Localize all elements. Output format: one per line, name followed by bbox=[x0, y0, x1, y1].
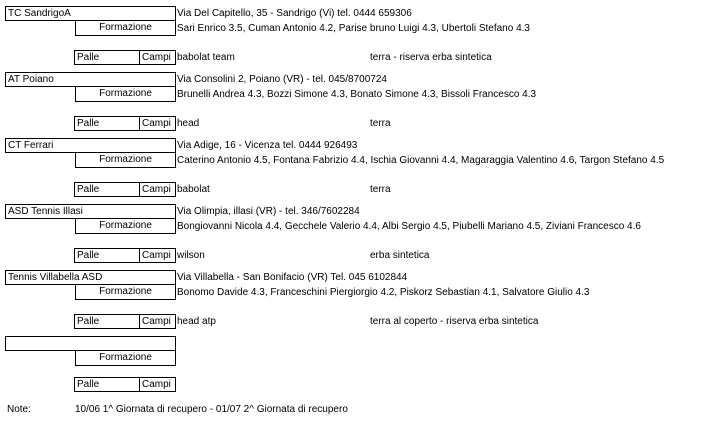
club-address: Via Villabella - San Bonifacio (VR) Tel. 045 6102844 bbox=[177, 272, 408, 283]
formazione-label: Formazione bbox=[75, 351, 176, 366]
palle-label: Palle bbox=[74, 182, 140, 197]
club-block bbox=[0, 270, 720, 334]
club-name: AT Poiano bbox=[5, 72, 176, 87]
club-balls: babolat bbox=[177, 184, 210, 195]
club-balls: babolat team bbox=[177, 52, 235, 63]
formazione-label: Formazione bbox=[75, 219, 176, 234]
club-name: TC SandrigoA bbox=[5, 6, 176, 21]
club-address: Via Del Capitello, 35 - Sandrigo (Vi) tel. 0444 659306 bbox=[177, 8, 412, 19]
formazione-label: Formazione bbox=[75, 21, 176, 36]
club-players: Sari Enrico 3.5, Cuman Antonio 4.2, Parise bruno Luigi 4.3, Ubertoli Stefano 4.3 bbox=[177, 23, 530, 34]
palle-label: Palle bbox=[74, 248, 140, 263]
club-address: Via Consolini 2, Poiano (VR) - tel. 045/8700724 bbox=[177, 74, 387, 85]
campi-label: Campi bbox=[139, 314, 176, 329]
club-name: ASD Tennis Illasi bbox=[5, 204, 176, 219]
campi-label: Campi bbox=[139, 377, 176, 392]
club-courts: terra bbox=[370, 118, 391, 129]
formazione-label: Formazione bbox=[75, 285, 176, 300]
club-name: CT Ferrari bbox=[5, 138, 176, 153]
club-balls: head atp bbox=[177, 316, 216, 327]
formazione-label: Formazione bbox=[75, 87, 176, 102]
club-address: Via Olimpia, illasi (VR) - tel. 346/7602284 bbox=[177, 206, 360, 217]
palle-label: Palle bbox=[74, 377, 140, 392]
club-courts: erba sintetica bbox=[370, 250, 430, 261]
campi-label: Campi bbox=[139, 182, 176, 197]
club-block-empty bbox=[0, 336, 720, 400]
club-block bbox=[0, 138, 720, 202]
campi-label: Campi bbox=[139, 116, 176, 131]
club-courts: terra - riserva erba sintetica bbox=[370, 52, 492, 63]
club-name bbox=[5, 336, 176, 351]
club-courts: terra bbox=[370, 184, 391, 195]
club-players: Brunelli Andrea 4.3, Bozzi Simone 4.3, Bonato Simone 4.3, Bissoli Francesco 4.3 bbox=[177, 89, 537, 100]
club-name: Tennis Villabella ASD bbox=[5, 270, 176, 285]
formazione-label: Formazione bbox=[75, 153, 176, 168]
palle-label: Palle bbox=[74, 116, 140, 131]
campi-label: Campi bbox=[139, 248, 176, 263]
club-players: Caterino Antonio 4.5, Fontana Fabrizio 4.4, Ischia Giovanni 4.4, Magaraggia Valentino 4.6, Targon Stefano 4.5 bbox=[177, 155, 665, 166]
club-players: Bongiovanni Nicola 4.4, Gecchele Valerio 4.4, Albi Sergio 4.5, Piubelli Mariano 4.5, Ziviani Francesco 4.6 bbox=[177, 221, 641, 232]
club-courts: terra al coperto - riserva erba sintetica bbox=[370, 316, 539, 327]
club-block bbox=[0, 72, 720, 136]
note-text: 10/06 1^ Giornata di recupero - 01/07 2^ Giornata di recupero bbox=[75, 404, 348, 415]
club-block bbox=[0, 6, 720, 70]
palle-label: Palle bbox=[74, 50, 140, 65]
palle-label: Palle bbox=[74, 314, 140, 329]
club-balls: wilson bbox=[177, 250, 205, 261]
note-label: Note: bbox=[7, 404, 31, 415]
club-players: Bonomo Davide 4.3, Franceschini Piergiorgio 4.2, Piskorz Sebastian 4.1, Salvatore Giulio 4.3 bbox=[177, 287, 590, 298]
club-address: Via Adige, 16 - Vicenza tel. 0444 926493 bbox=[177, 140, 358, 151]
club-balls: head bbox=[177, 118, 200, 129]
club-block bbox=[0, 204, 720, 268]
campi-label: Campi bbox=[139, 50, 176, 65]
